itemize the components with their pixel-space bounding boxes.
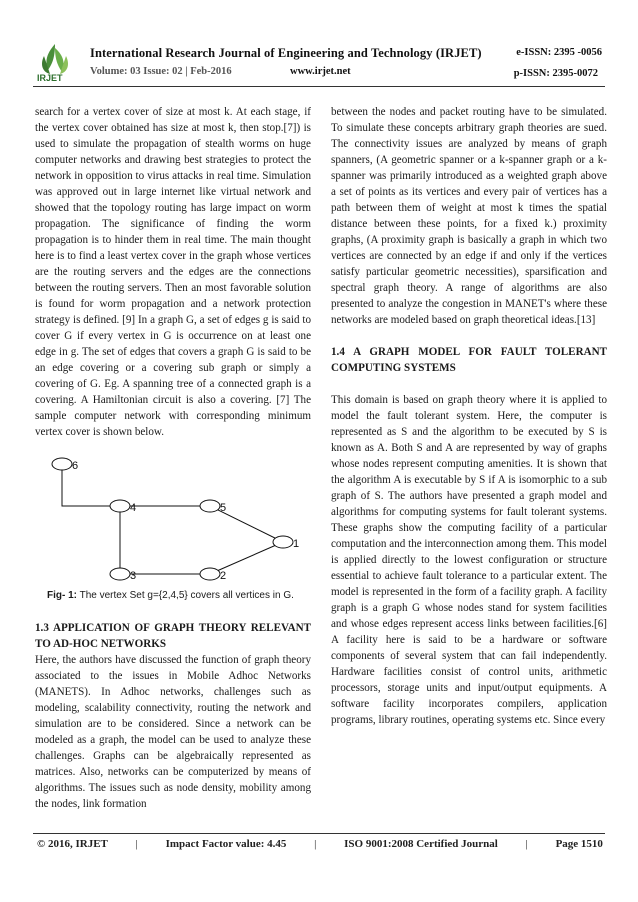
- graph-node-2: [200, 568, 220, 580]
- footer-separator: |: [314, 838, 317, 850]
- footer-divider: [33, 833, 605, 834]
- left-column: [35, 104, 311, 440]
- graph-node-label-5: 5: [220, 502, 227, 514]
- page-number: Page 1510: [555, 838, 603, 850]
- impact-factor: Impact Factor value: 4.45: [165, 838, 287, 850]
- vertex-cover-graph-figure: [35, 454, 311, 584]
- body-paragraph: between the nodes and packet routing have to be simulated. To simulate these concepts arbitrary graph theories are sued. The connectivity issues are analyzed by means of graph spanners, (A geometric spanner or a k-spanner graph or a k-spanner was primarily introduced as a weighted graph above a set of points as its vertices and every pair of vertices has a path between them of weight at most k times the spatial distance between these points, for a fixed k.) proximity graphs, (A proximity graph is basically a graph in which two vertices are connected by an edge if and only if the vertices satisfy particular geometric necessities), sparsification and spectral graph theory. A range of algorithms are also presented to analyze the congestion in MANET's where these networks are modeled based on graph theoretical ideas.[13]: [331, 106, 607, 326]
- volume-issue: Volume: 03 Issue: 02 | Feb-2016: [90, 66, 232, 77]
- body-paragraph: search for a vertex cover of size at most k. At each stage, if the vertex cover obtained has size at most k, then stop.[7]) is used to simulate the propagation of stealth worms on huge computer networks and drawing best strategies to protect the network in opposition to virus attacks in real time. Simulation was approved out in large internet like virtual network and showed that the topology routing has large impact on worm propagation. The significance of finding the worm propagation is to hinder them in real time. The main thought here is to find a least vertex cover in the graph whose vertices are the routing servers and the edges are the connections between the routing servers. Then an most favorable solution is found for worm propagation and a network protection strategy is defined. [9] In a graph G, a set of edges g is said to cover G if every vertex in G is occurrence on at least one edge in g. The set of edges that covers a graph G is said to be an edge covering or a covering sub graph or simply a covering of G. Eg. A spanning tree of a connected graph is a covering. A Hamiltonian circuit is also a covering. [7] The sample computer network with corresponding minimum vertex cover is shown below.: [35, 106, 311, 438]
- graph-node-label-4: 4: [130, 502, 137, 514]
- header-divider: [33, 86, 605, 87]
- copyright: © 2016, IRJET: [37, 838, 108, 850]
- page-footer: [37, 838, 603, 850]
- journal-title: International Research Journal of Engineering and Technology (IRJET): [90, 46, 482, 60]
- right-column: [331, 104, 607, 728]
- iso-certification: ISO 9001:2008 Certified Journal: [344, 838, 498, 850]
- figure-caption: [47, 590, 294, 601]
- graph-node-5: [200, 500, 220, 512]
- e-issn: e-ISSN: 2395 -0056: [516, 47, 602, 58]
- footer-separator: |: [525, 838, 528, 850]
- journal-website: www.irjet.net: [290, 66, 351, 77]
- graph-node-1: [273, 536, 293, 548]
- logo-text: IRJET: [37, 73, 63, 83]
- section-heading-1-4: 1.4 A GRAPH MODEL FOR FAULT TOLERANT COMPUTING SYSTEMS: [331, 346, 607, 374]
- figure-caption-text: The vertex Set g={2,4,5} covers all vertices in G.: [77, 590, 294, 601]
- figure-label: Fig- 1:: [47, 590, 77, 601]
- graph-node-label-3: 3: [130, 570, 137, 582]
- p-issn: p-ISSN: 2395-0072: [513, 68, 598, 79]
- graph-node-label-2: 2: [220, 570, 227, 582]
- graph-node-3: [110, 568, 130, 580]
- graph-node-4: [110, 500, 130, 512]
- graph-node-6: [52, 458, 72, 470]
- graph-node-label-6: 6: [72, 460, 79, 472]
- body-paragraph: This domain is based on graph theory where it is applied to model the fault tolerant system. Here, the computer is represented as S and the algorithm to be executed by S is known as A. Both S and A are represented by way of graphs whose nodes represent computing amenities. It is shown that the algorithm A is executable by S if A is isomorphic to a sub graph of S. The authors have presented a graph model and algorithms for computing systems for fault tolerant systems. These graphs show the computing facility of a particular computation and the interconnection among them. This model is applied directly to the lowest configuration or structure essential to achieve fault tolerance to a particular extent. The model is represented in the form of a facility graph. A facility graph is a graph G whose nodes stand for system facilities and whose edges represent access links between facilities.[6] A facility here is said to be a hardware or software components of several system that can fail independently. Hardware facilities consist of control units, arithmetic processors, storage units and input/output equipments. A software facility incorporates compilers, application programs, library routines, operating systems etc. Since every: [331, 394, 607, 726]
- body-paragraph: Here, the authors have discussed the function of graph theory associated to the issues in Mobile Adhoc Networks (MANETS). In Adhoc networks, challenges such as modeling, scalability connectivity, routing the network and simulation are to be considered. Since a network can be modeled as a graph, the model can be used to analyze these challenges. Graphs can be algebraically represented as matrices. Also, networks can be computerized by means of algorithms. The issues such as node density, mobility among the nodes, link formation: [35, 654, 311, 810]
- graph-edge-6-4: [62, 470, 110, 506]
- graph-node-label-1: 1: [293, 538, 300, 550]
- section-heading-1-3: 1.3 APPLICATION OF GRAPH THEORY RELEVANT TO AD-HOC NETWORKS: [35, 622, 311, 650]
- left-column-lower: [35, 620, 311, 812]
- footer-separator: |: [135, 838, 138, 850]
- page-header: [0, 0, 638, 95]
